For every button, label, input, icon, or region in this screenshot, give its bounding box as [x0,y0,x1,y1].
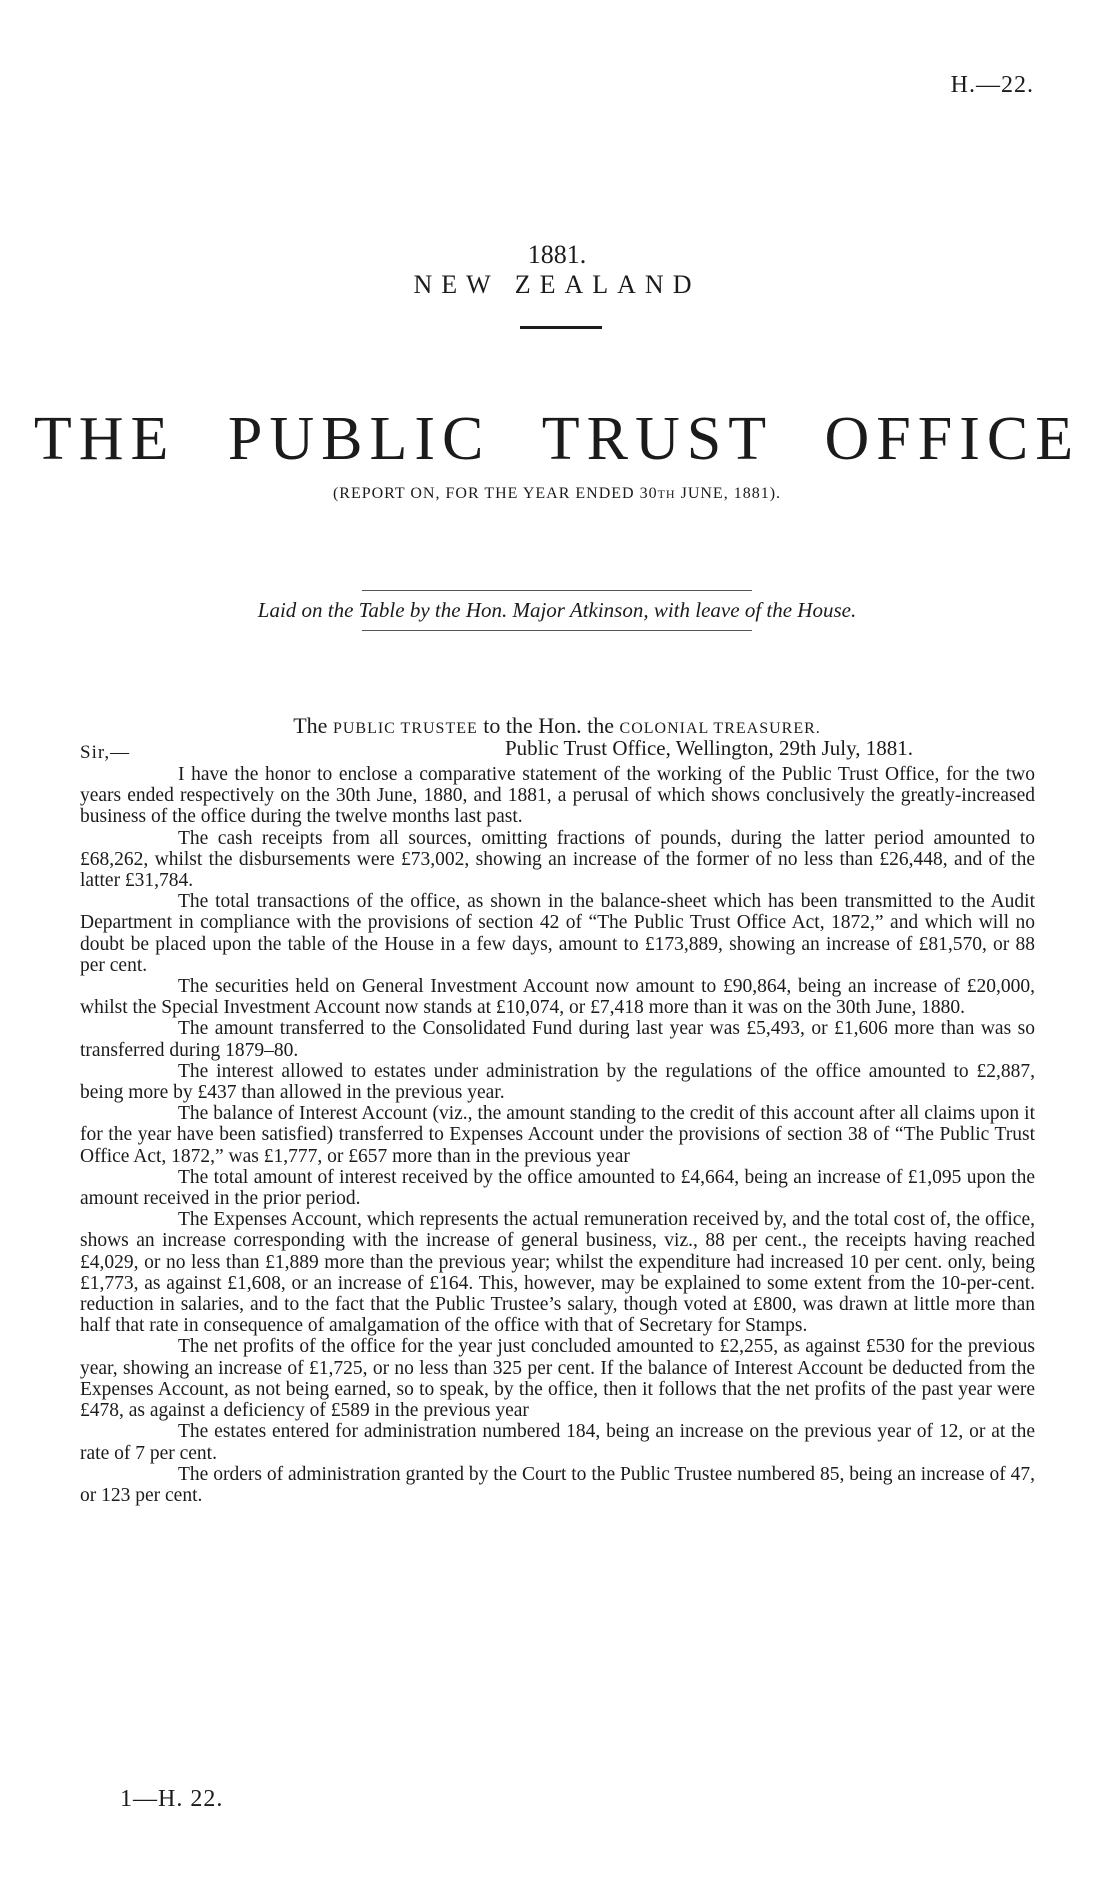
heading-the: The [293,713,328,738]
paragraph: The interest allowed to estates under administration by the regulations of the office amounted to £2,887, being more by £437 than allowed in the previous year. [80,1060,1035,1104]
heading-from: PUBLIC TRUSTEE [332,720,478,737]
subtitle-superscript: TH [657,487,676,501]
subtitle-end: JUNE, 1881). [675,485,782,502]
letter-body [80,764,1035,1506]
paragraph: I have the honor to enclose a comparative statement of the working of the Public Trust Office, for the two years ended respectively on the 30th June, 1880, and 1881, a perusal of which shows conclusively the greatly-increased business of the office during the twelve months last past. [80,764,1035,828]
paragraph: The securities held on General Investment Account now amount to £90,864, being an increase of £20,000, whilst the Special Investment Account now stands at £10,074, or £7,418 more than it was on the 30th June, 1880. [80,976,1035,1019]
year-heading: 1881. [527,240,587,269]
paragraph: The estates entered for administration numbered 184, being an increase on the previous year of 12, or at the rate of 7 per cent. [80,1421,1035,1464]
document-subtitle [0,485,1114,503]
paragraph: The cash receipts from all sources, omitting fractions of pounds, during the latter period amounted to £68,262, whilst the disbursements were £73,002, showing an increase of the former of no less than £26,448, and of the latter £31,784. [80,827,1035,892]
dateline: Public Trust Office, Wellington, 29th July, 1881. [505,736,914,760]
laid-rule-top [362,590,752,591]
paragraph: The total amount of interest received by the office amounted to £4,664, being an increase of £1,095 upon the amount received in the prior period. [80,1166,1035,1210]
title-divider [520,326,602,329]
paragraph: The Expenses Account, which represents the actual remuneration received by, and the total cost of, the office, shows an increase corresponding with the increase of general business, viz., 88 per cent., the receipts having reached £4,029, or no less than £1,889 more than the previous year; whilst the expenditure had increased 10 per cent. only, being £1,773, as against £1,608, or an increase of £164. This, however, may be explained to some extent from the 10-per-cent. reduction in salaries, and to the fact that the Public Trustee’s salary, though voted at £800, was drawn at little more than half that rate in consequence of amalgamation of the office with that of Secretary for Stamps. [80,1209,1035,1337]
footer-page-reference: 1—H. 22. [120,1786,224,1812]
paragraph: The total transactions of the office, as shown in the balance-sheet which has been transmitted to the Audit Department in compliance with the provisions of section 42 of “The Public Trust Office Act, 1872,” and which will no doubt be placed upon the table of the House in a few days, amount to £173,889, showing an increase of £81,570, or 88 per cent. [80,891,1035,976]
document-title: THE PUBLIC TRUST OFFICE [33,405,1081,473]
heading-mid: to the Hon. the [483,713,615,738]
paper-reference: H.—22. [950,72,1034,98]
paragraph: The orders of administration granted by the Court to the Public Trustee numbered 85, being an increase of 47, or 123 per cent. [80,1463,1035,1506]
salutation: Sir,— [80,742,131,763]
paragraph: The amount transferred to the Consolidated Fund during last year was £5,493, or £1,606 more than was so transferred during 1879–80. [80,1018,1035,1061]
laid-on-table-note: Laid on the Table by the Hon. Major Atkinson, with leave of the House. [257,598,857,622]
laid-rule-bottom [362,630,752,631]
subtitle-start: (REPORT ON, FOR THE YEAR ENDED 30 [332,485,658,502]
paragraph: The balance of Interest Account (viz., the amount standing to the credit of this account after all claims upon it for the year have been satisfied) transferred to Expenses Account under the provisions of section 38 of “The Public Trust Office Act, 1872,” was £1,777, or £657 more than in the previous year [80,1103,1035,1167]
country-heading: NEW ZEALAND [413,270,701,299]
paragraph: The net profits of the office for the year just concluded amounted to £2,255, as against £530 for the previous year, showing an increase of £1,725, or no less than 325 per cent. If the balance of Interest Account be deducted from the Expenses Account, as not being earned, so to speak, by the office, then it follows that the net profits of the past year were £478, as against a deficiency of £589 in the previous year [80,1336,1035,1422]
heading-to: COLONIAL TREASURER. [619,720,821,737]
